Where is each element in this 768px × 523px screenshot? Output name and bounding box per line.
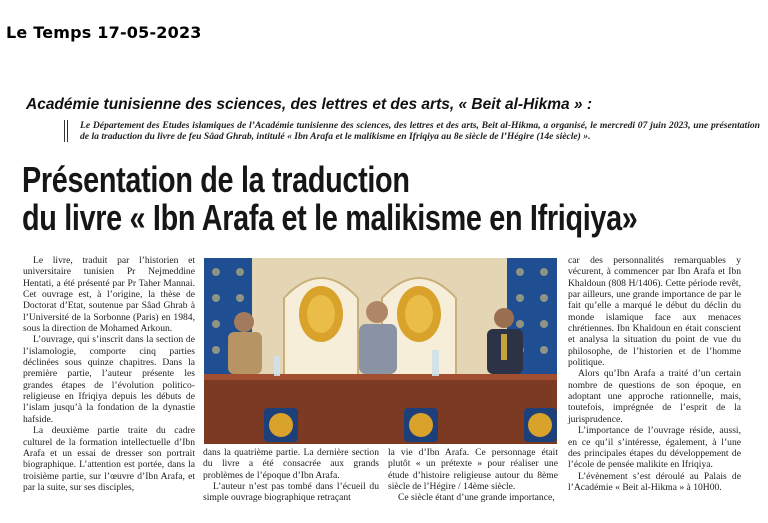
paragraph: car des personnalités remarquables y vécurent, à commencer par Ibn Arafa et Ibn Khaldoun (808 H/1406). Cette période revêt, par ailleurs, une grande importance de par le fait qu’elle a marqué le début du déclin du monde islamique face aux menaces chrétiennes. Ibn Khaldoun en était conscient et analysa la situation du point de vue du philosophe, de l’historien et de l’homme politique.: [568, 255, 741, 369]
text-column-4: [568, 255, 741, 493]
paragraph: Alors qu’Ibn Arafa a traité d’un certain nombre de questions de son époque, en adoptant une approche rationnelle, mais, toutefois, imprégnée de l’esprit de la jurisprudence.: [568, 368, 741, 425]
article-kicker: Académie tunisienne des sciences, des lettres et des arts, « Beit al-Hikma » :: [26, 96, 592, 113]
article-lead: Le Département des Etudes islamiques de l’Académie tunisienne des sciences, des lettres et des arts, Beit al-Hikma, a organisé, le mercredi 07 juin 2023, une présentation de la traduction du livre de feu Sâad Ghrab, intitulé « Ibn Arafa et le malikisme en Ifriqiya au 8e siècle de l’Hégire (14e siècle) ».: [64, 120, 760, 142]
event-photo: [204, 258, 557, 444]
text-column-1: [23, 255, 195, 493]
paragraph: La deuxième partie traite du cadre culturel de la formation intellectuelle d’Ibn Arafa et un essai de dresser son portrait biographique. L’attention est portée, dans la troisième partie, sur l’œuvre d’Ibn Arafa, et par la suite, sur ses disciples,: [23, 425, 195, 493]
text-column-2: [203, 447, 379, 504]
paragraph: la vie d’Ibn Arafa. Ce personnage était plutôt « un prétexte » pour réaliser une étude d’histoire religieuse autour du 8ème siècle de l’Hégire / 14ème siècle.: [388, 447, 558, 493]
paragraph: L’évènement s’est déroulé au Palais de l’Académie « Beit al-Hikma » à 10H00.: [568, 470, 741, 493]
text-column-3: [388, 447, 558, 504]
paragraph: Ce siècle étant d’une grande importance,: [398, 492, 555, 504]
article-headline-line2: du livre « Ibn Arafa et le malikisme en Ifriqiya»: [22, 197, 638, 238]
paragraph: L’ouvrage, qui s’inscrit dans la section de l’islamologie, comporte cinq parties déclinées sous quinze chapitres. Dans la première partie, l’auteur présente les grandes étapes de l’évolution politico-religieuse en Ifriqiya depuis les débuts de l’islam jusqu’à la fondation de la dynastie hafside.: [23, 334, 195, 425]
panel-speakers-illustration: [204, 258, 557, 444]
paragraph: dans la quatrième partie. La dernière section du livre a été consacrée aux grands problèmes de l’époque d’Ibn Arafa.: [203, 447, 379, 481]
paragraph: L’auteur n’est pas tombé dans l’écueil du simple ouvrage biographique retraçant: [203, 481, 379, 504]
paragraph: Le livre, traduit par l’historien et universitaire tunisien Pr Nejmeddine Hentati, a été présenté par Pr Taher Mannai. Cet ouvrage est, à l’origine, la thèse de Doctorat d’Etat, soutenue par Sâad Ghrab à l’Université de la Sorbonne (Paris) en 1984, sous la direction de Mohamed Arkoun.: [23, 255, 195, 335]
article-headline-line1: Présentation de la traduction: [22, 159, 410, 200]
newspaper-source-date: Le Temps 17-05-2023: [6, 23, 202, 42]
paragraph: L’importance de l’ouvrage réside, aussi, en ce qu’il s’intéresse, également, à l’une des principales étapes du développement de l’école de pensée malikite en Ifriqiya.: [568, 425, 741, 471]
